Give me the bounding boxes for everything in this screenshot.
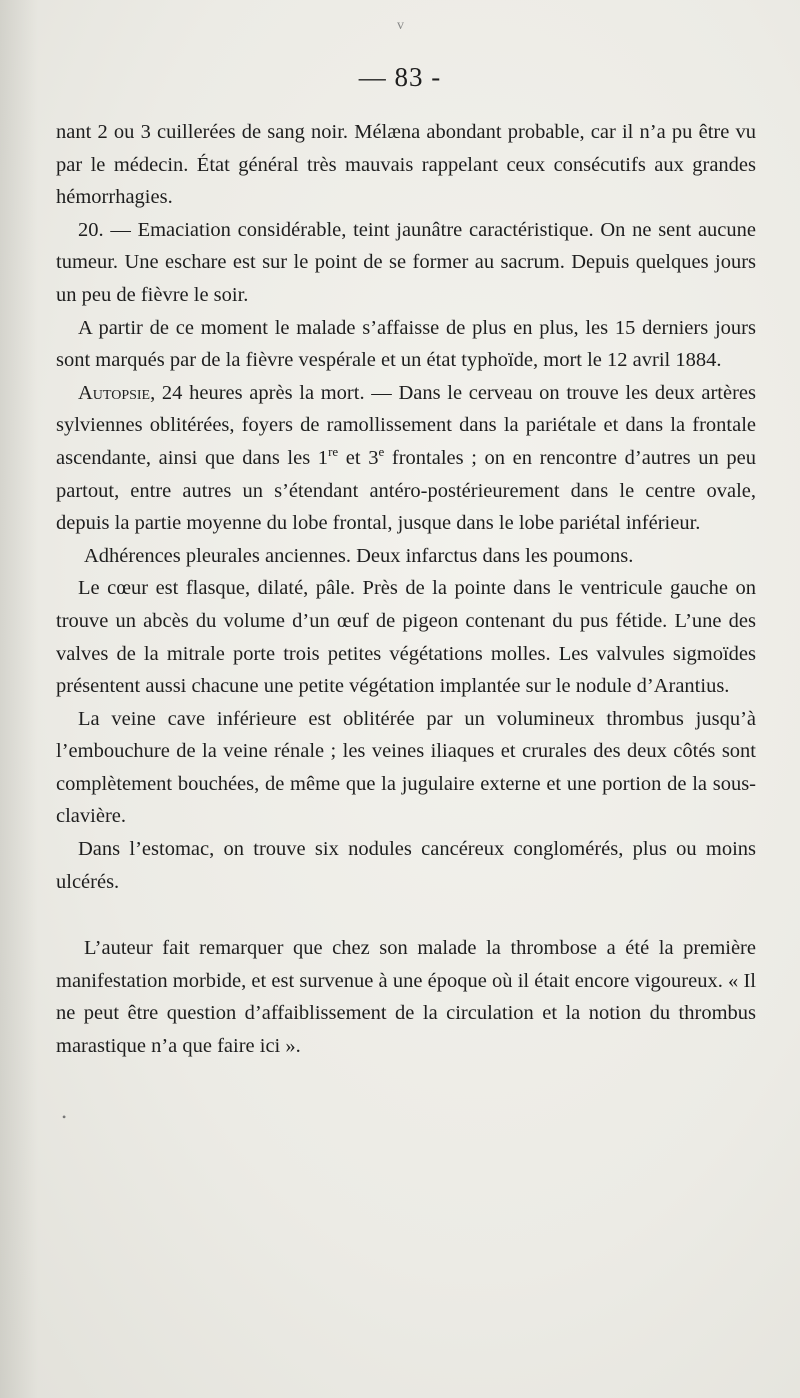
paragraph-heart: Le cœur est flasque, dilaté, pâle. Près de la pointe dans le ventricule gauche on trouve un abcès du volume d’un œuf de pigeon contenant du pus fétide. L’une des valves de la mitrale porte trois petites végétations molles. Les valvules sigmoïdes présentent aussi chacune une petite végétation implantée sur le nodule d’Arantius. (56, 577, 756, 698)
autopsy-sup-1: re (328, 444, 339, 460)
paragraph-stomach: Dans l’estomac, on trouve six nodules cancéreux conglomérés, plus ou moins ulcérés. (56, 838, 756, 893)
autopsy-label: Autopsie, (78, 381, 156, 404)
autopsy-text-a: 24 heures après la mort. — Dans le cerveau on trouve les deux artères sylviennes oblitérées, foyers de ramollissement dans la pariétale et dans la frontale ascendante, ainsi que dans les 1 (56, 381, 756, 469)
autopsy-text-b: frontales ; on en rencontre d’autres un peu partout, entre autres un s’étendant antéro-postérieurement dans le centre ovale, depuis la partie moyenne du lobe frontal, jusque dans le lobe pariétal inférieur. (56, 446, 756, 535)
page-edge-shadow (0, 0, 38, 1398)
autopsy-sup-2: e (378, 444, 385, 460)
body-text (56, 116, 756, 1063)
autopsy-text-mid: et 3 (338, 446, 379, 469)
ink-spot-icon: • (62, 1110, 67, 1124)
paragraph-pleural: Adhérences pleurales anciennes. Deux infarctus dans les poumons. (84, 544, 634, 567)
paragraph-veins: La veine cave inférieure est oblitérée par un volumineux thrombus jusqu’à l’embouchure de la veine rénale ; les veines iliaques et crurales des deux côtés sont complètement bouchées, de même que la jugulaire externe et une portion de la sous-clavière. (56, 707, 756, 828)
paragraph-conclusion: L’auteur fait remarquer que chez son malade la thrombose a été la première manifestation morbide, et est survenue à une époque où il était encore vigoureux. « Il ne peut être question d’affaiblissement de la circulation et la notion du thrombus marastique n’a que faire ici ». (56, 937, 756, 1058)
paragraph-day-20: 20. — Emaciation considérable, teint jaunâtre caractéristique. On ne sent aucune tumeur. Une eschare est sur le point de se former au sacrum. Depuis quelques jours un peu de fièvre le soir. (56, 218, 756, 306)
section-gap (56, 898, 756, 932)
paragraph-decline: A partir de ce moment le malade s’affaisse de plus en plus, les 15 derniers jours sont marqués par de la fièvre vespérale et un état typhoïde, mort le 12 avril 1884. (56, 316, 756, 372)
scan-mark-icon: v (397, 18, 404, 33)
paragraph-continuation: nant 2 ou 3 cuillerées de sang noir. Mélæna abondant probable, car il n’a pu être vu par le médecin. État général très mauvais rappelant ceux consécutifs aux grandes hémorrhagies. (56, 121, 756, 209)
paragraph-autopsy (56, 377, 756, 540)
page-number: — 83 - (358, 62, 442, 92)
